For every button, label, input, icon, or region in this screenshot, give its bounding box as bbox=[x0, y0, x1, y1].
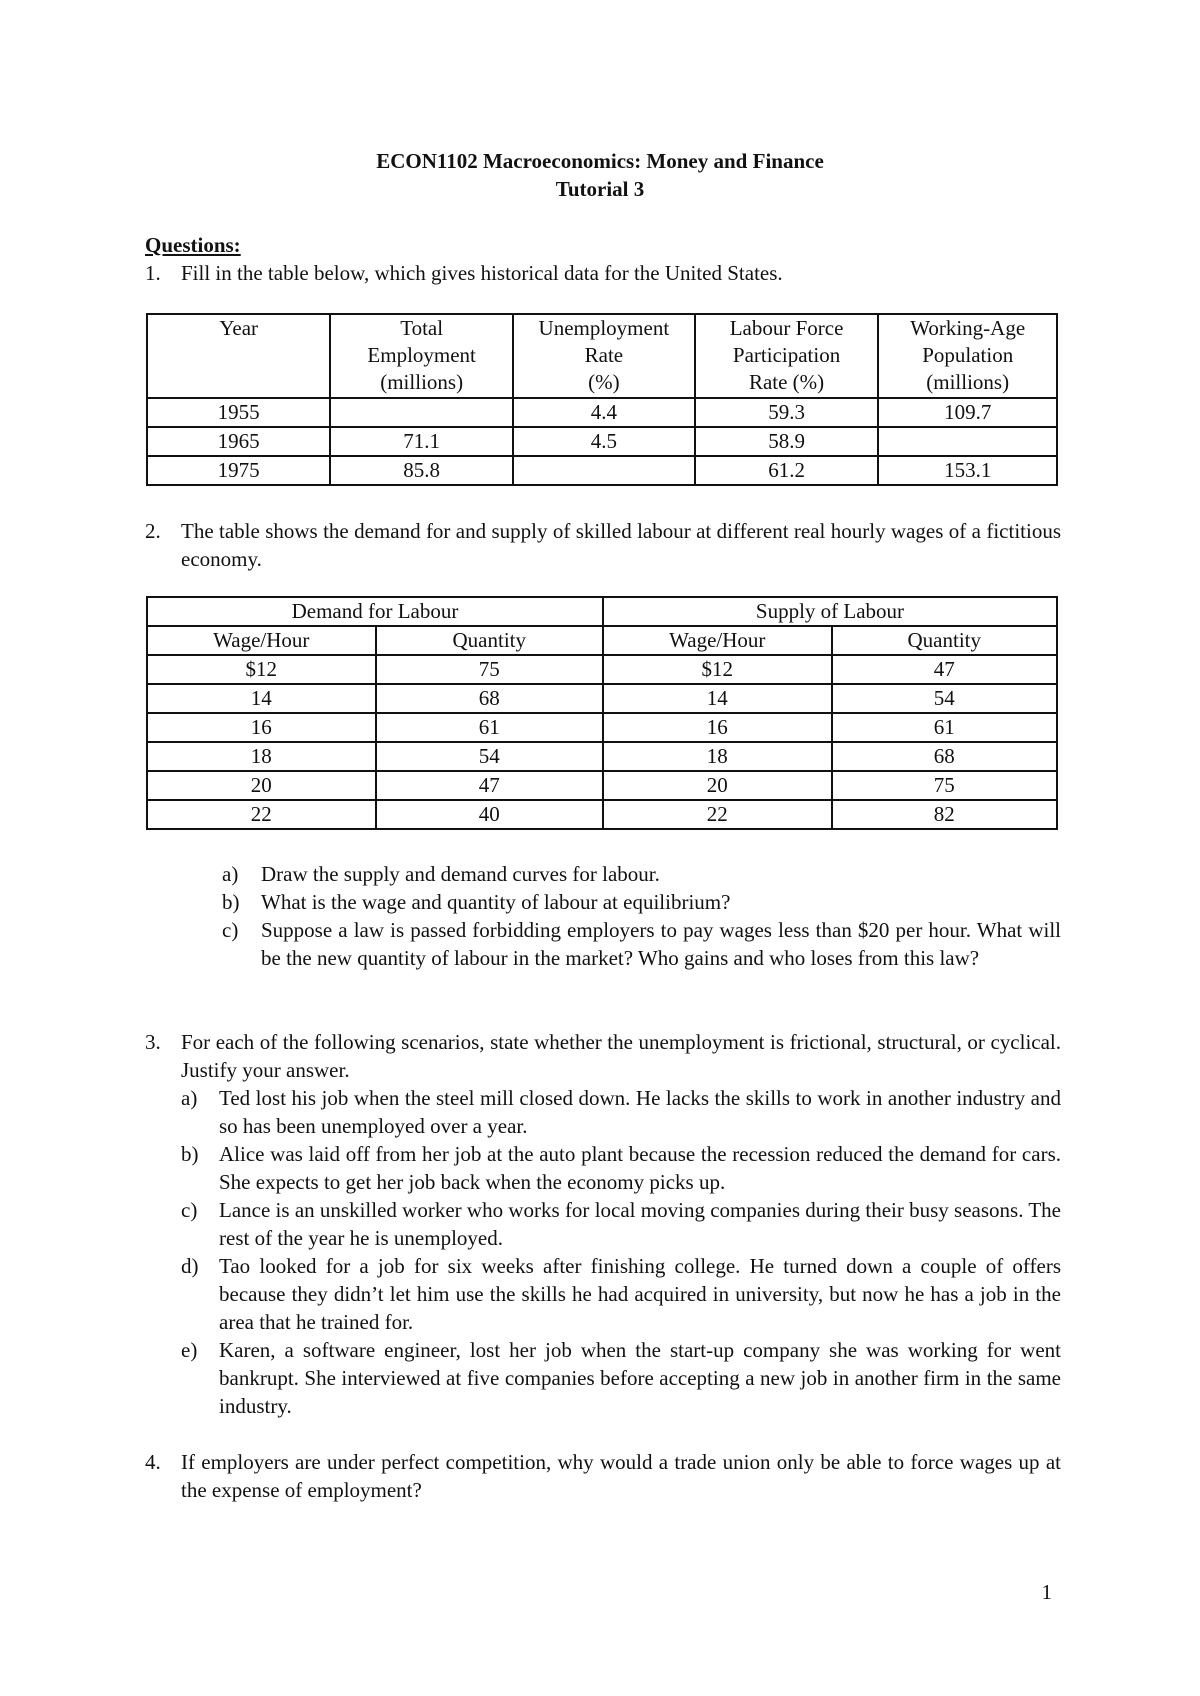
table-row bbox=[147, 684, 1057, 713]
table-row bbox=[147, 742, 1057, 771]
table-cell: 1955 bbox=[147, 398, 330, 427]
table-cell: $12 bbox=[603, 655, 832, 684]
question-2-text: The table shows the demand for and supply of skilled labour at different real hourly wages of a fictitious economy. bbox=[181, 519, 1061, 571]
table-cell: $12 bbox=[147, 655, 376, 684]
table-cell: 47 bbox=[832, 655, 1057, 684]
table-cell: 82 bbox=[832, 800, 1057, 829]
us-historical-data-table bbox=[146, 313, 1058, 486]
q3-part-e-text: Karen, a software engineer, lost her job when the start-up company she was working for went bankrupt. She interviewed at five companies before accepting a new job in another firm in the same industry. bbox=[219, 1338, 1061, 1418]
table-cell: 14 bbox=[147, 684, 376, 713]
table-cell: 54 bbox=[832, 684, 1057, 713]
questions-heading: Questions: bbox=[145, 233, 241, 257]
q3-part-a-label: a) bbox=[181, 1086, 198, 1110]
table-cell: 68 bbox=[832, 742, 1057, 771]
q3-part-b-label: b) bbox=[181, 1142, 199, 1166]
q2-part-c-label: c) bbox=[222, 918, 239, 942]
column-header-demand-quantity: Quantity bbox=[376, 626, 603, 655]
table-cell: 109.7 bbox=[878, 398, 1057, 427]
q3-part-a-text: Ted lost his job when the steel mill closed down. He lacks the skills to work in another industry and so has been unemployed over a year. bbox=[219, 1086, 1061, 1138]
supply-group-header: Supply of Labour bbox=[603, 597, 1057, 626]
table-cell bbox=[513, 456, 695, 485]
table-row bbox=[147, 800, 1057, 829]
table-row bbox=[147, 398, 1057, 427]
column-header-supply-quantity: Quantity bbox=[832, 626, 1057, 655]
demand-group-header: Demand for Labour bbox=[147, 597, 603, 626]
table-row bbox=[147, 771, 1057, 800]
table-cell: 47 bbox=[376, 771, 603, 800]
table-cell: 4.4 bbox=[513, 398, 695, 427]
table-cell: 4.5 bbox=[513, 427, 695, 456]
table-cell: 153.1 bbox=[878, 456, 1057, 485]
table-cell: 75 bbox=[832, 771, 1057, 800]
q2-part-b-text: What is the wage and quantity of labour at equilibrium? bbox=[261, 890, 731, 914]
column-header-unemployment-rate: Unemployment Rate (%) bbox=[513, 314, 695, 398]
q2-part-a-text: Draw the supply and demand curves for labour. bbox=[261, 862, 660, 886]
q3-part-e-label: e) bbox=[181, 1338, 198, 1362]
column-header-participation-rate: Labour Force Participation Rate (%) bbox=[695, 314, 879, 398]
column-header-total-employment: Total Employment (millions) bbox=[330, 314, 513, 398]
table-cell: 85.8 bbox=[330, 456, 513, 485]
table-cell: 61 bbox=[832, 713, 1057, 742]
question-1-text: Fill in the table below, which gives historical data for the United States. bbox=[181, 261, 783, 285]
table-header-row bbox=[147, 626, 1057, 655]
table-cell: 68 bbox=[376, 684, 603, 713]
q2-part-a-label: a) bbox=[222, 862, 239, 886]
table-cell: 61.2 bbox=[695, 456, 879, 485]
question-4-text: If employers are under perfect competition, why would a trade union only be able to force wages up at the expense of employment? bbox=[181, 1450, 1061, 1502]
table-cell: 61 bbox=[376, 713, 603, 742]
table-cell: 75 bbox=[376, 655, 603, 684]
table-cell: 22 bbox=[603, 800, 832, 829]
q2-part-c-text: Suppose a law is passed forbidding employers to pay wages less than $20 per hour. What will be the new quantity of labour in the market? Who gains and who loses from this law? bbox=[261, 918, 1061, 970]
table-cell: 20 bbox=[603, 771, 832, 800]
question-3-number: 3. bbox=[145, 1030, 161, 1054]
table-row bbox=[147, 456, 1057, 485]
question-3-text: For each of the following scenarios, state whether the unemployment is frictional, structural, or cyclical. Justify your answer. bbox=[181, 1030, 1061, 1082]
table-cell bbox=[330, 398, 513, 427]
labour-market-table bbox=[146, 596, 1058, 830]
table-cell: 16 bbox=[603, 713, 832, 742]
table-cell: 18 bbox=[603, 742, 832, 771]
table-group-header-row bbox=[147, 597, 1057, 626]
document-title: ECON1102 Macroeconomics: Money and Finance bbox=[376, 149, 824, 173]
table-cell: 58.9 bbox=[695, 427, 879, 456]
table-cell: 20 bbox=[147, 771, 376, 800]
table-cell: 71.1 bbox=[330, 427, 513, 456]
question-4-number: 4. bbox=[145, 1450, 161, 1474]
table-cell: 22 bbox=[147, 800, 376, 829]
table-cell: 40 bbox=[376, 800, 603, 829]
table-cell: 1975 bbox=[147, 456, 330, 485]
q3-part-c-label: c) bbox=[181, 1198, 198, 1222]
table-row bbox=[147, 427, 1057, 456]
table-cell: 1965 bbox=[147, 427, 330, 456]
table-header-row bbox=[147, 314, 1057, 398]
q2-part-b-label: b) bbox=[222, 890, 240, 914]
page-number: 1 bbox=[1041, 1580, 1052, 1604]
column-header-working-age-population: Working-Age Population (millions) bbox=[878, 314, 1057, 398]
q3-part-b-text: Alice was laid off from her job at the auto plant because the recession reduced the demand for cars. She expects to get her job back when the economy picks up. bbox=[219, 1142, 1061, 1194]
table-cell: 54 bbox=[376, 742, 603, 771]
table-cell: 14 bbox=[603, 684, 832, 713]
q3-part-d-text: Tao looked for a job for six weeks after finishing college. He turned down a couple of offers because they didn’t let him use the skills he had acquired in university, but now he has a job in the area that he trained for. bbox=[219, 1254, 1061, 1334]
table-row bbox=[147, 713, 1057, 742]
q3-part-d-label: d) bbox=[181, 1254, 199, 1278]
column-header-year: Year bbox=[147, 314, 330, 398]
document-subtitle: Tutorial 3 bbox=[555, 177, 645, 201]
table-row bbox=[147, 655, 1057, 684]
table-cell bbox=[878, 427, 1057, 456]
question-1-number: 1. bbox=[145, 261, 161, 285]
table-cell: 59.3 bbox=[695, 398, 879, 427]
table-cell: 16 bbox=[147, 713, 376, 742]
column-header-demand-wage: Wage/Hour bbox=[147, 626, 376, 655]
q3-part-c-text: Lance is an unskilled worker who works for local moving companies during their busy seasons. The rest of the year he is unemployed. bbox=[219, 1198, 1061, 1250]
column-header-supply-wage: Wage/Hour bbox=[603, 626, 832, 655]
question-2-number: 2. bbox=[145, 519, 161, 543]
table-cell: 18 bbox=[147, 742, 376, 771]
